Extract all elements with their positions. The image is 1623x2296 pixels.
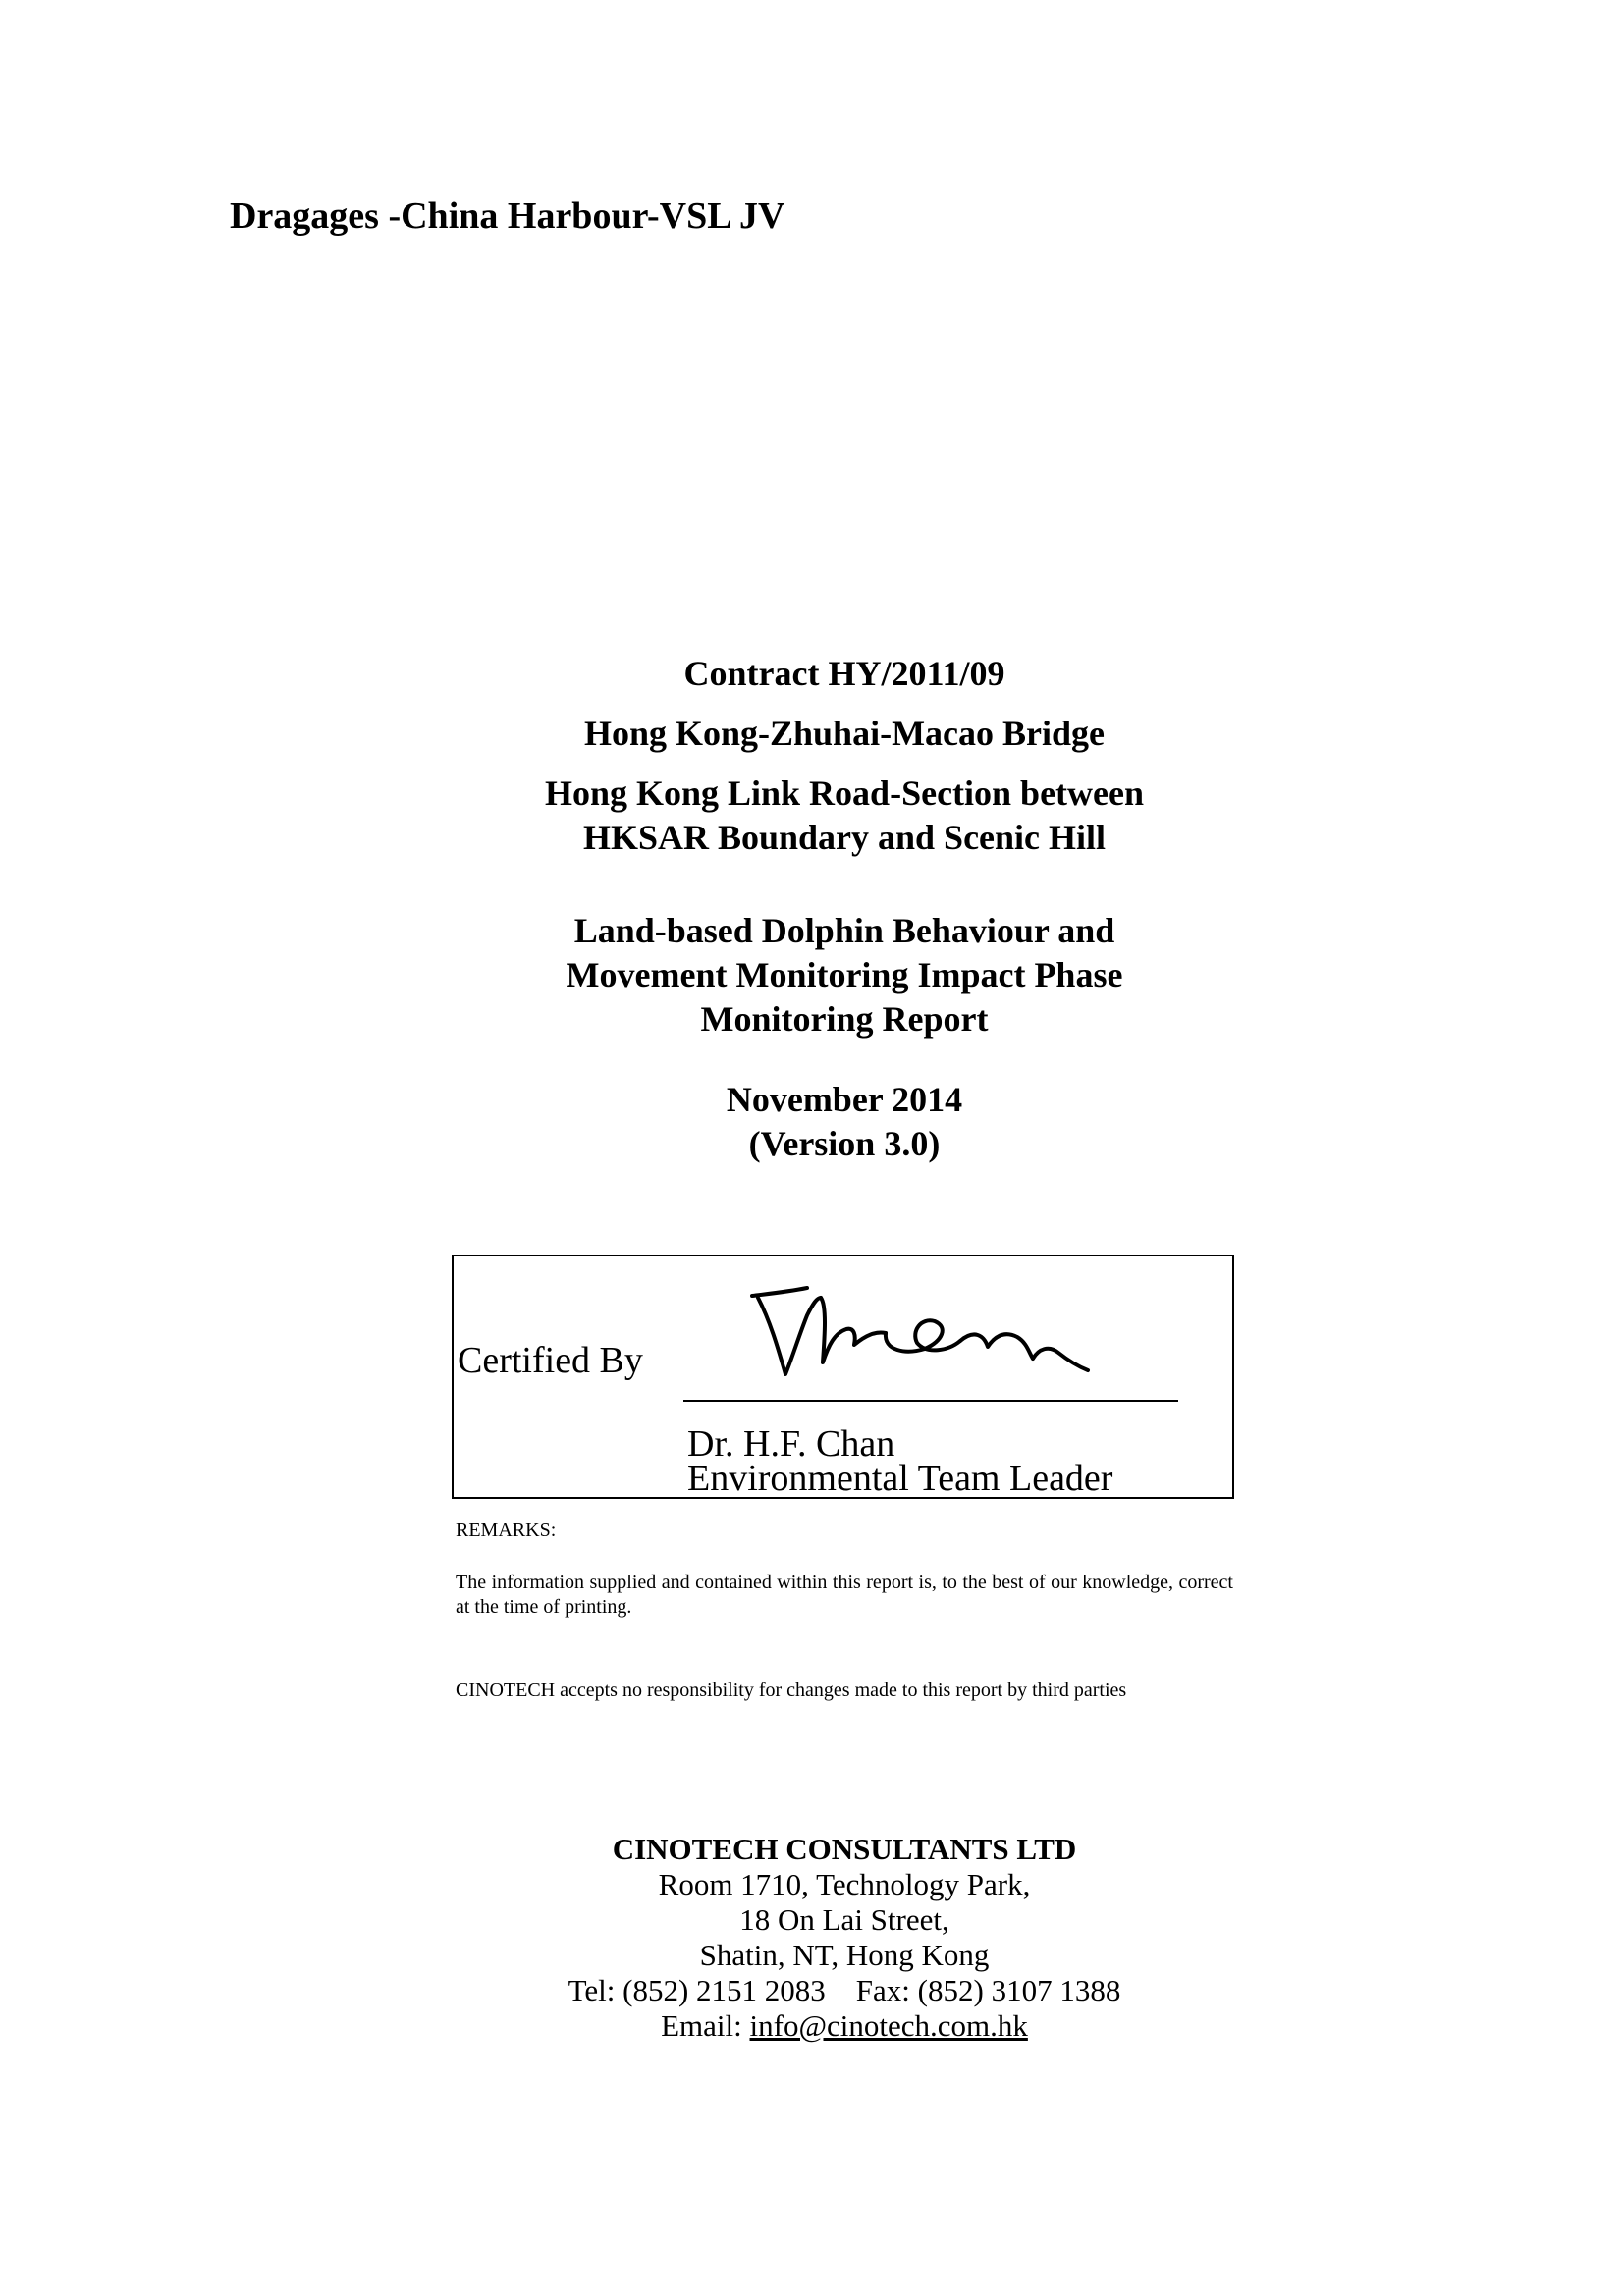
address-line-1: Room 1710, Technology Park, bbox=[658, 1867, 1031, 1901]
report-title-line-1: Land-based Dolphin Behaviour and bbox=[573, 911, 1115, 950]
contract-number: Contract HY/2011/09 bbox=[683, 654, 1005, 693]
remarks-disclaimer: CINOTECH accepts no responsibility for changes made to this report by third parties bbox=[456, 1680, 1127, 1701]
address-line-3: Shatin, NT, Hong Kong bbox=[699, 1938, 990, 1972]
report-title-line-2: Movement Monitoring Impact Phase bbox=[566, 955, 1123, 994]
signatory-title: Environmental Team Leader bbox=[687, 1458, 1113, 1499]
tel-fax: Tel: (852) 2151 2083 Fax: (852) 3107 1388 bbox=[568, 1973, 1121, 2007]
signature-line bbox=[683, 1400, 1178, 1402]
report-title-line-3: Monitoring Report bbox=[700, 999, 989, 1039]
certification-box bbox=[452, 1255, 1234, 1499]
report-version: (Version 3.0) bbox=[748, 1124, 941, 1163]
signatory-name: Dr. H.F. Chan bbox=[687, 1423, 895, 1465]
section-line-1: Hong Kong Link Road-Section between bbox=[544, 774, 1145, 813]
report-title-block bbox=[452, 909, 1237, 1041]
signature bbox=[738, 1276, 1131, 1394]
project-name: Hong Kong-Zhuhai-Macao Bridge bbox=[583, 714, 1106, 753]
email-line bbox=[452, 2008, 1237, 2044]
contract-block bbox=[452, 652, 1237, 860]
email-label: Email: bbox=[661, 2008, 750, 2043]
email-link[interactable]: info@cinotech.com.hk bbox=[749, 2008, 1028, 2043]
certified-by-label: Certified By bbox=[458, 1340, 643, 1381]
signatory bbox=[687, 1423, 1113, 1499]
address-line-2: 18 On Lai Street, bbox=[739, 1902, 949, 1937]
remarks-text: The information supplied and contained within this report is, to the best of our knowledge, correct at the time of printing. bbox=[456, 1572, 1233, 1618]
section-line-2: HKSAR Boundary and Scenic Hill bbox=[582, 818, 1107, 857]
remarks-title: REMARKS: bbox=[456, 1520, 557, 1541]
consultant-block bbox=[452, 1832, 1237, 2044]
consultant-name: CINOTECH CONSULTANTS LTD bbox=[612, 1832, 1077, 1866]
report-date-block bbox=[452, 1078, 1237, 1166]
company-header: Dragages -China Harbour-VSL JV bbox=[230, 195, 785, 237]
report-date: November 2014 bbox=[726, 1080, 963, 1119]
